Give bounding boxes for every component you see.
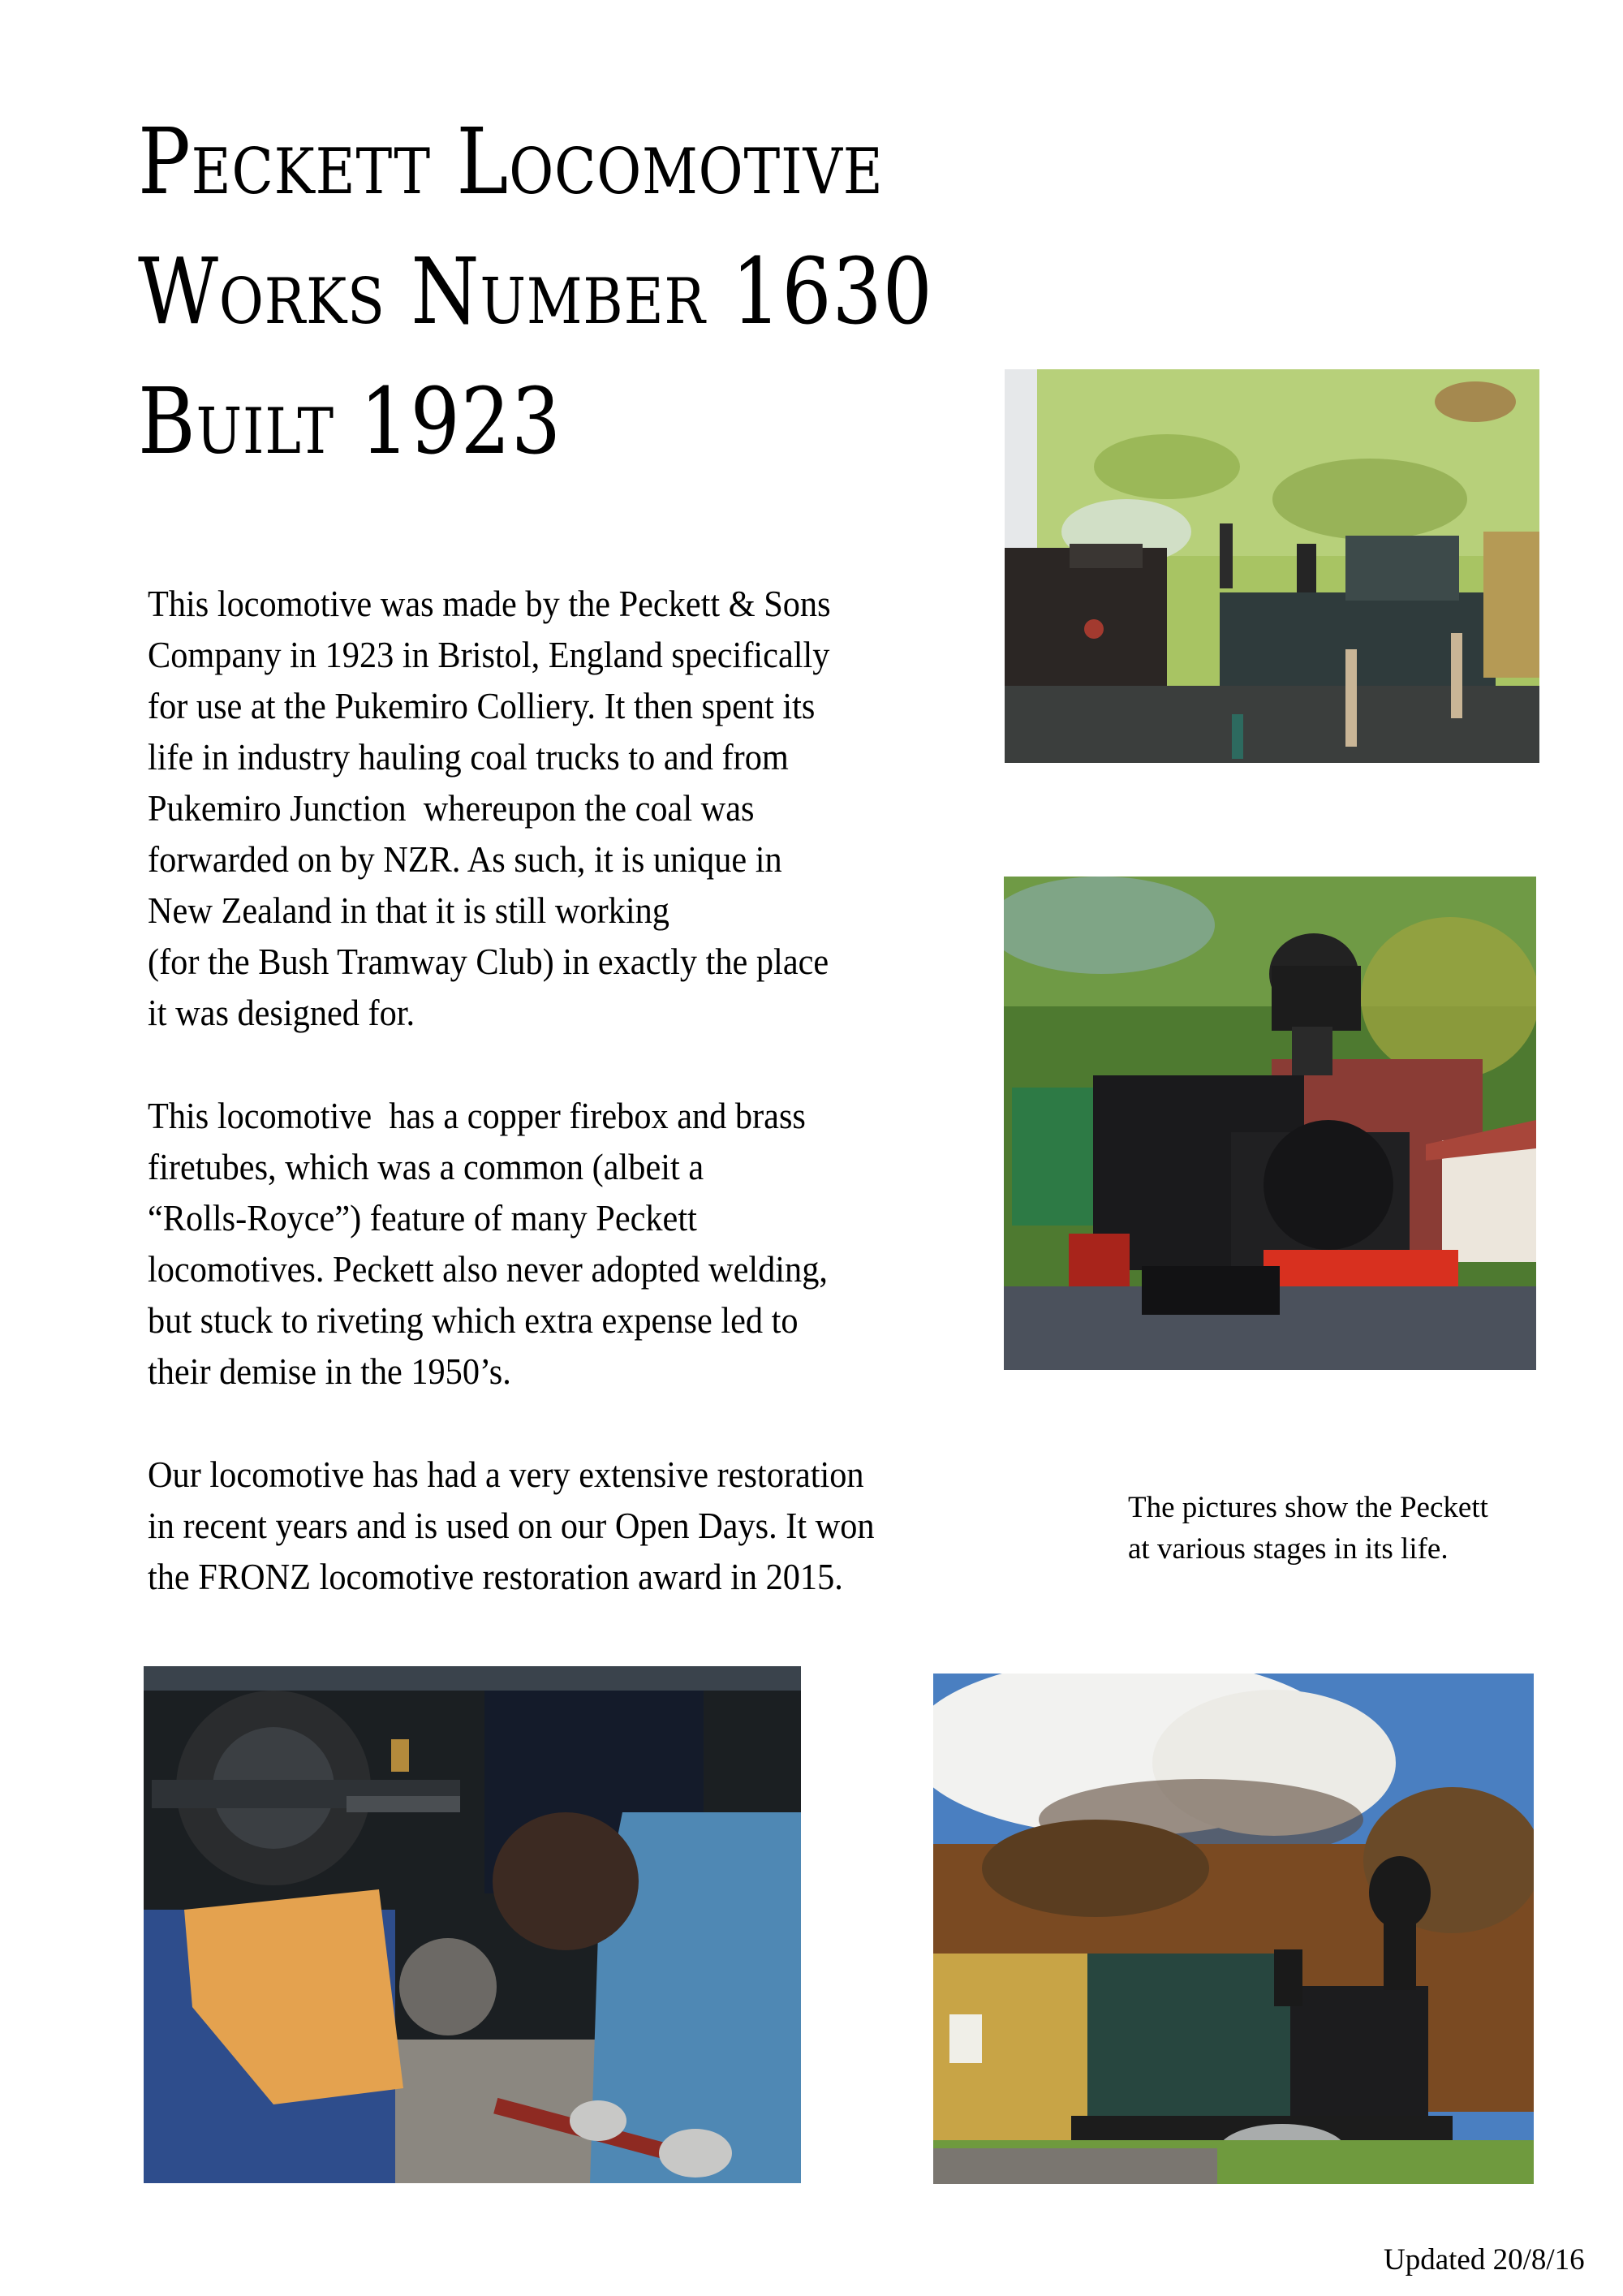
workers-restoring-locomotive-image (144, 1666, 801, 2183)
text-line: in recent years and is used on our Open Days. It won (148, 1505, 875, 1546)
text-line: but stuck to riveting which extra expense led to (148, 1299, 799, 1341)
text-line: Pukemiro Junction whereupon the coal was (148, 787, 755, 829)
page-title (138, 97, 933, 487)
photo-caption (1128, 1487, 1488, 1570)
title-line-1: Peckett Locomotive (138, 110, 884, 215)
text-line: it was designed for. (148, 992, 415, 1033)
text-line: This locomotive was made by the Peckett & Sons (148, 583, 831, 624)
photo-colliery-yard (1005, 369, 1539, 763)
restored-locomotive-image (1004, 877, 1536, 1370)
text-line: “Rolls-Royce”) feature of many Peckett (148, 1197, 697, 1238)
title-line-3: Built 1923 (138, 369, 562, 475)
text-line: for use at the Pukemiro Colliery. It then spent its (148, 685, 816, 726)
text-line: Company in 1923 in Bristol, England specifically (148, 634, 830, 675)
text-line: New Zealand in that it is still working (148, 890, 669, 931)
text-line: forwarded on by NZR. As such, it is unique in (148, 838, 782, 880)
caption-line: at various stages in its life. (1128, 1532, 1449, 1566)
caption-line: The pictures show the Peckett (1128, 1491, 1488, 1524)
title-line-2: Works Number 1630 (138, 239, 933, 345)
paragraph-construction (148, 1090, 969, 1397)
text-line: life in industry hauling coal trucks to and from (148, 736, 789, 778)
locomotives-at-colliery-image (1005, 369, 1539, 763)
locomotive-in-steam-image (933, 1674, 1534, 2184)
text-line: the FRONZ locomotive restoration award in 2015. (148, 1556, 843, 1597)
text-line: locomotives. Peckett also never adopted welding, (148, 1248, 828, 1290)
paragraph-restoration (148, 1449, 969, 1602)
text-line: (for the Bush Tramway Club) in exactly the place (148, 941, 829, 982)
paragraph-history (148, 578, 969, 1038)
photo-locomotive-in-steam (933, 1674, 1534, 2184)
text-line: their demise in the 1950’s. (148, 1350, 511, 1392)
text-line: firetubes, which was a common (albeit a (148, 1146, 704, 1187)
text-line: Our locomotive has had a very extensive restoration (148, 1454, 864, 1495)
photo-restored-locomotive (1004, 877, 1536, 1370)
updated-date: Updated 20/8/16 (1384, 2243, 1585, 2277)
text-line: This locomotive has a copper firebox and brass (148, 1095, 806, 1136)
photo-restoration-work (144, 1666, 801, 2183)
